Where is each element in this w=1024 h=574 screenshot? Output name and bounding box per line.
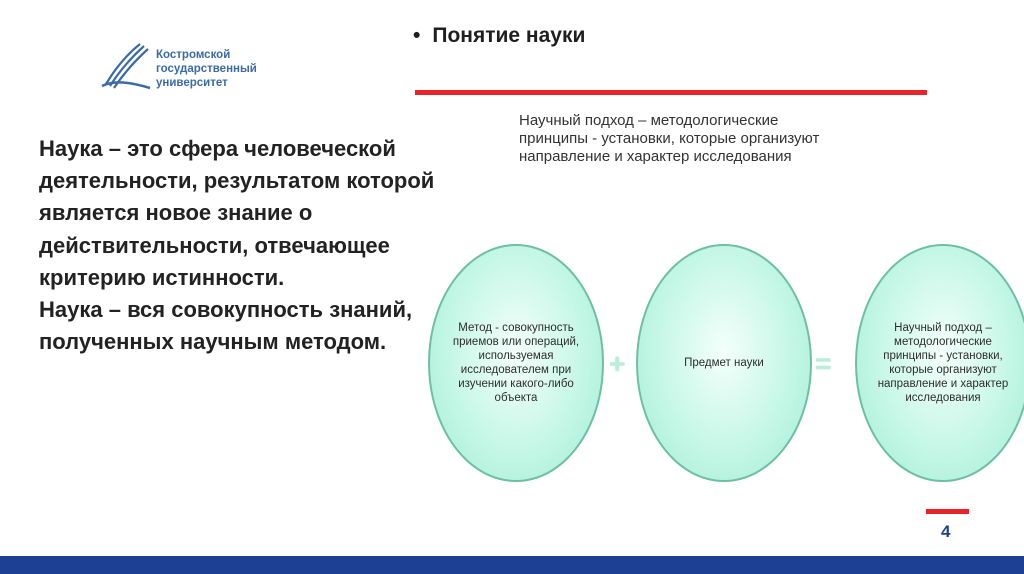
title-bullet: • xyxy=(413,24,421,47)
definition-block xyxy=(39,133,439,358)
definition-1: Наука – это сфера человеческой деятельности, результатом которой является новое знание о действительности, отвечающее критерию истинности. xyxy=(39,136,435,290)
subject-ellipse xyxy=(636,244,812,482)
logo-line-2: государственный xyxy=(156,63,257,75)
page-number-accent xyxy=(926,509,969,514)
footer-bar xyxy=(0,556,1024,574)
subject-text: Предмет науки xyxy=(684,357,764,369)
definition-2: Наука – вся совокупность знаний, полученных научным методом. xyxy=(39,297,413,355)
title-underline xyxy=(415,90,927,95)
university-logo xyxy=(100,38,290,98)
equals-sign: = xyxy=(815,348,832,379)
approach-text: Научный подход – методологические принципы - установки, которые организуют направление и характер исследования xyxy=(877,322,1009,404)
subtitle-text: Научный подход – методологические принципы - установки, которые организуют направление и характер исследования xyxy=(519,112,820,165)
slide-title-text: Понятие науки xyxy=(432,24,586,47)
logo-line-3: университет xyxy=(156,77,228,89)
logo-line-1: Костромской xyxy=(156,49,231,61)
logo-text xyxy=(156,48,257,90)
slide-title xyxy=(413,24,585,48)
logo-emblem-icon xyxy=(100,42,152,92)
method-ellipse xyxy=(428,244,604,482)
page-number: 4 xyxy=(941,522,951,541)
method-text: Метод - совокупность приемов или операций, используемая исследователем при изучении какого-либо объекта xyxy=(452,322,580,404)
approach-ellipse xyxy=(855,244,1024,482)
plus-sign: + xyxy=(609,348,626,379)
